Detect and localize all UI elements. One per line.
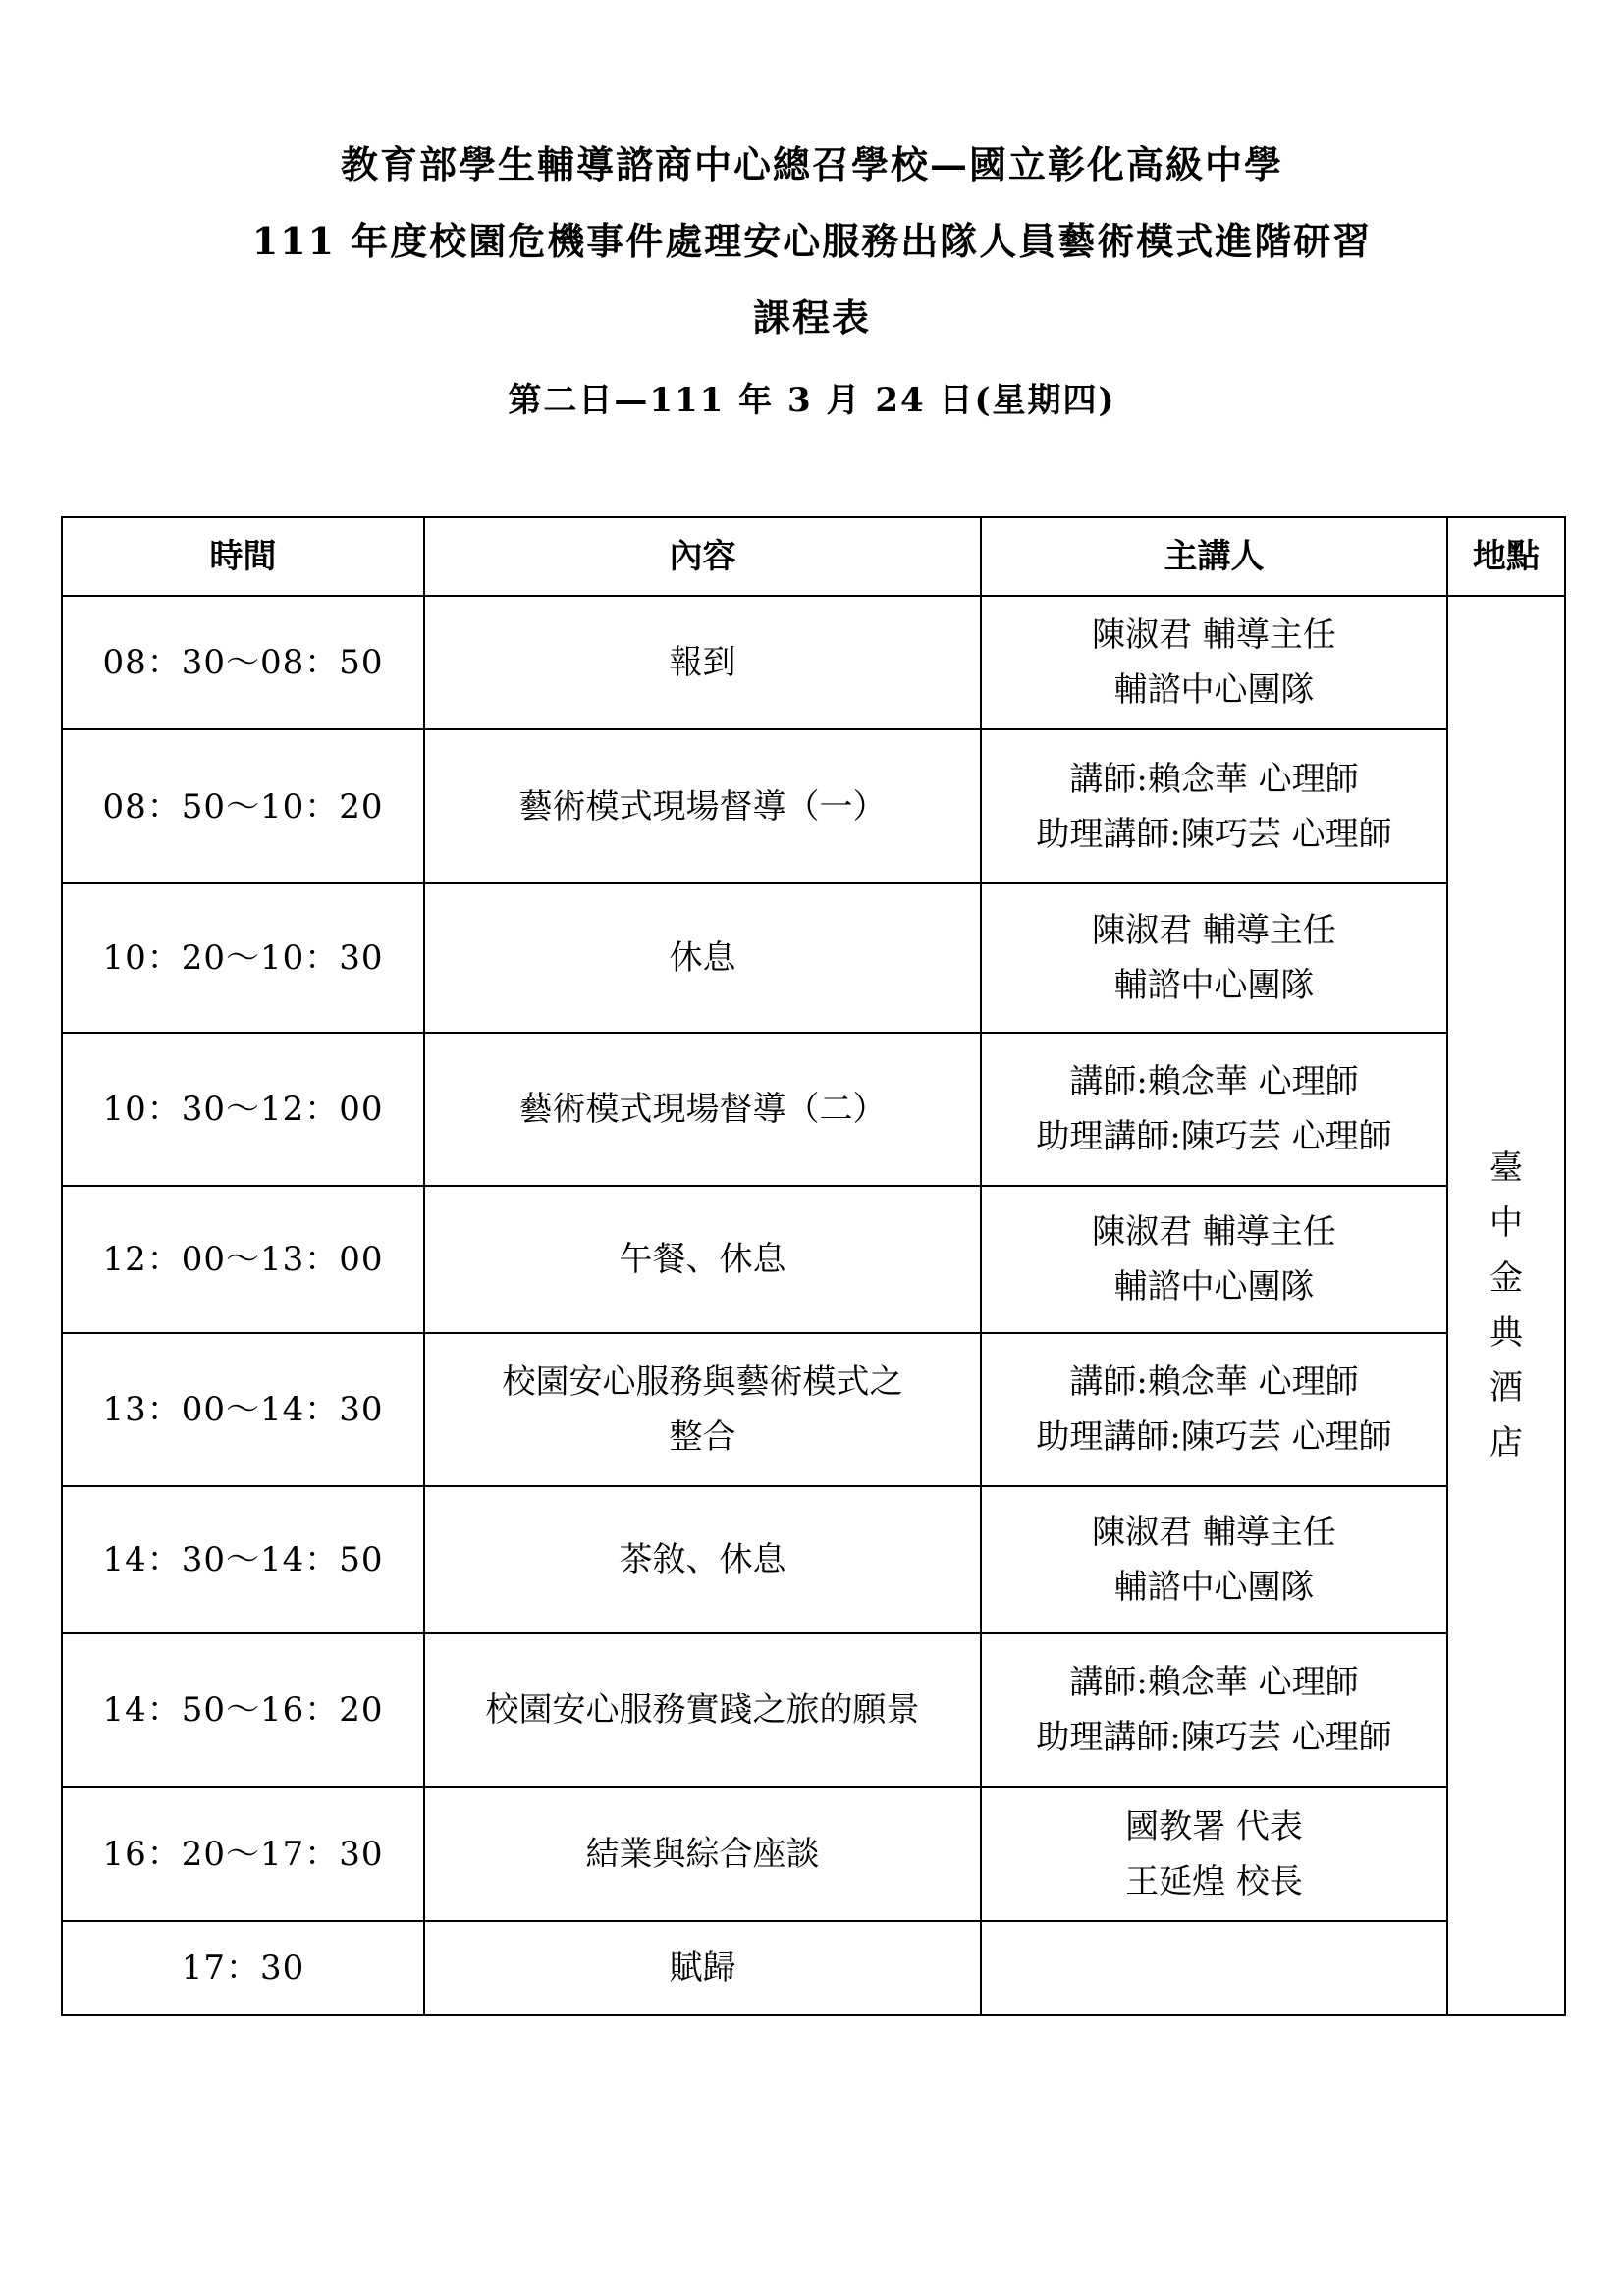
speaker-line: 輔諮中心團隊 <box>1113 1568 1315 1607</box>
row-speaker <box>981 1787 1447 1921</box>
row-speaker <box>981 596 1447 729</box>
header-content: 內容 <box>424 517 981 596</box>
speaker-line: 陳淑君 輔導主任 <box>1092 911 1336 950</box>
content-line: 賦歸 <box>669 1949 736 1988</box>
row-speaker <box>981 729 1447 883</box>
row-time: 13：00～14：30 <box>62 1333 424 1486</box>
speaker-line: 輔諮中心團隊 <box>1113 966 1315 1005</box>
content-line: 結業與綜合座談 <box>585 1834 820 1874</box>
row-speaker <box>981 1921 1447 2015</box>
table-row <box>62 1186 1565 1333</box>
speaker-line: 輔諮中心團隊 <box>1113 1267 1315 1307</box>
row-content <box>424 1787 981 1921</box>
schedule-table <box>61 516 1566 2016</box>
speaker-line: 助理講師:陳巧芸 心理師 <box>1036 1718 1392 1757</box>
speaker-line: 講師:賴念華 心理師 <box>1069 1062 1359 1101</box>
row-time: 08：30～08：50 <box>62 596 424 729</box>
row-time: 08：50～10：20 <box>62 729 424 883</box>
row-time: 14：50～16：20 <box>62 1633 424 1787</box>
speaker-line: 講師:賴念華 心理師 <box>1069 759 1359 799</box>
org-title: 教育部學生輔導諮商中心總召學校—國立彰化高級中學 <box>340 142 1283 187</box>
table-row <box>62 729 1565 883</box>
row-time: 12：00～13：00 <box>62 1186 424 1333</box>
table-row <box>62 1486 1565 1633</box>
row-content <box>424 1033 981 1186</box>
row-content <box>424 1333 981 1486</box>
row-speaker <box>981 1333 1447 1486</box>
content-line: 藝術模式現場督導（二） <box>518 1090 887 1129</box>
day-date-title: 第二日—111 年 3 月 24 日(星期四) <box>508 381 1116 420</box>
content-line: 休息 <box>669 938 736 978</box>
venue-cell <box>1447 596 1565 2015</box>
row-content <box>424 1486 981 1633</box>
venue-char: 金 <box>1489 1258 1523 1298</box>
content-line: 校園安心服務與藝術模式之 <box>502 1362 903 1402</box>
table-row <box>62 1033 1565 1186</box>
content-line: 整合 <box>669 1417 736 1457</box>
content-line: 午餐、休息 <box>619 1240 786 1279</box>
row-speaker <box>981 1633 1447 1787</box>
content-line: 藝術模式現場督導（一） <box>518 786 887 827</box>
venue-char: 店 <box>1489 1423 1523 1463</box>
row-speaker <box>981 1033 1447 1186</box>
table-row <box>62 596 1565 729</box>
row-speaker <box>981 1486 1447 1633</box>
speaker-line: 國教署 代表 <box>1125 1806 1303 1846</box>
row-speaker <box>981 883 1447 1033</box>
row-time: 10：30～12：00 <box>62 1033 424 1186</box>
row-content <box>424 729 981 883</box>
row-time: 16：20～17：30 <box>62 1787 424 1921</box>
schedule-title: 課程表 <box>752 295 871 340</box>
venue-char: 典 <box>1489 1313 1523 1353</box>
speaker-line: 助理講師:陳巧芸 心理師 <box>1036 1117 1392 1156</box>
speaker-line: 輔諮中心團隊 <box>1113 670 1315 710</box>
content-line: 報到 <box>669 643 736 682</box>
speaker-line: 講師:賴念華 心理師 <box>1069 1362 1359 1402</box>
table-row <box>62 1333 1565 1486</box>
content-line: 校園安心服務實踐之旅的願景 <box>485 1690 920 1730</box>
speaker-line: 講師:賴念華 心理師 <box>1069 1663 1359 1702</box>
table-header-row <box>62 517 1565 596</box>
row-content <box>424 1633 981 1787</box>
table-row <box>62 883 1565 1033</box>
venue-char: 中 <box>1489 1203 1523 1243</box>
row-time: 10：20～10：30 <box>62 883 424 1033</box>
venue-char: 酒 <box>1489 1368 1523 1408</box>
content-line: 茶敘、休息 <box>619 1540 786 1579</box>
schedule-body <box>62 596 1565 2015</box>
workshop-title: 111 年度校園危機事件處理安心服務出隊人員藝術模式進階研習 <box>251 219 1373 263</box>
table-row <box>62 1787 1565 1921</box>
speaker-line: 陳淑君 輔導主任 <box>1092 615 1336 655</box>
row-content <box>424 1921 981 2015</box>
row-content <box>424 883 981 1033</box>
row-speaker <box>981 1186 1447 1333</box>
speaker-line: 助理講師:陳巧芸 心理師 <box>1036 814 1392 854</box>
row-time: 14：30～14：50 <box>62 1486 424 1633</box>
speaker-line: 王延煌 校長 <box>1125 1861 1303 1901</box>
venue-char: 臺 <box>1489 1148 1523 1188</box>
header-venue: 地點 <box>1447 517 1565 596</box>
table-row <box>62 1633 1565 1787</box>
speaker-line: 助理講師:陳巧芸 心理師 <box>1036 1417 1392 1457</box>
row-content <box>424 596 981 729</box>
row-time: 17：30 <box>62 1921 424 2015</box>
header-time: 時間 <box>62 517 424 596</box>
row-content <box>424 1186 981 1333</box>
speaker-line: 陳淑君 輔導主任 <box>1092 1212 1336 1252</box>
table-row <box>62 1921 1565 2015</box>
header-speaker: 主講人 <box>981 517 1447 596</box>
speaker-line: 陳淑君 輔導主任 <box>1092 1513 1336 1552</box>
